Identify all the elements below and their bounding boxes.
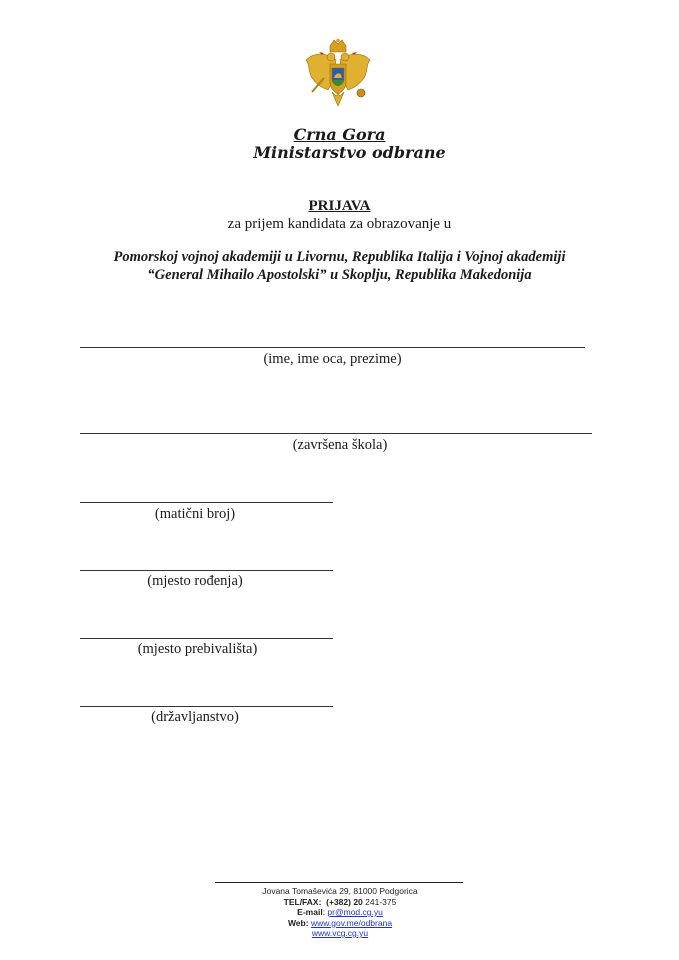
footer-divider [215, 882, 463, 883]
residence-field-line[interactable] [80, 638, 333, 639]
citizenship-field-label: (državljanstvo) [151, 709, 239, 725]
form-subtitle: za prijem kandidata za obrazovanje u [227, 216, 452, 232]
footer-web2 [200, 928, 480, 939]
id-number-field-line[interactable] [80, 502, 333, 503]
id-number-field-label: (matični broj) [154, 506, 236, 522]
ministry-name: Ministarstvo odbrane [253, 143, 446, 162]
country-name: Crna Gora [293, 125, 386, 144]
birthplace-field-label: (mjesto rođenja) [147, 573, 243, 589]
form-title: PRIJAVA [308, 198, 371, 214]
footer-tel: TEL/FAX: (+382) 20 241-375 [283, 896, 397, 907]
name-field-line[interactable] [80, 347, 585, 348]
web-link-gov[interactable]: www.gov.me/odbrana [310, 917, 393, 928]
footer-address: Jovana Tomaševića 29, 81000 Podgorica [262, 886, 418, 896]
birthplace-field-line[interactable] [80, 570, 333, 571]
academies-text [0, 248, 679, 284]
citizenship-field-line[interactable] [80, 706, 333, 707]
footer-web: Web: www.gov.me/odbrana [287, 917, 393, 928]
web-link-vcg[interactable]: www.vcg.cg.yu [311, 928, 369, 938]
coat-of-arms-icon [300, 38, 376, 114]
footer-email: E-mail: pr@mod.cg.yu [297, 907, 383, 917]
academies-line-2: “General Mihailo Apostolski” u Skoplju, Republika Makedonija [147, 267, 532, 283]
school-field-line[interactable] [80, 433, 592, 434]
name-field-label: (ime, ime oca, prezime) [263, 351, 402, 367]
school-field-label: (završena škola) [292, 437, 388, 453]
footer-contact [200, 886, 480, 939]
email-link[interactable]: pr@mod.cg.yu [327, 907, 383, 917]
residence-field-label: (mjesto prebivališta) [137, 641, 258, 657]
academies-line-1: Pomorskoj vojnoj akademiji u Livornu, Republika Italija i Vojnoj akademiji [113, 249, 566, 265]
